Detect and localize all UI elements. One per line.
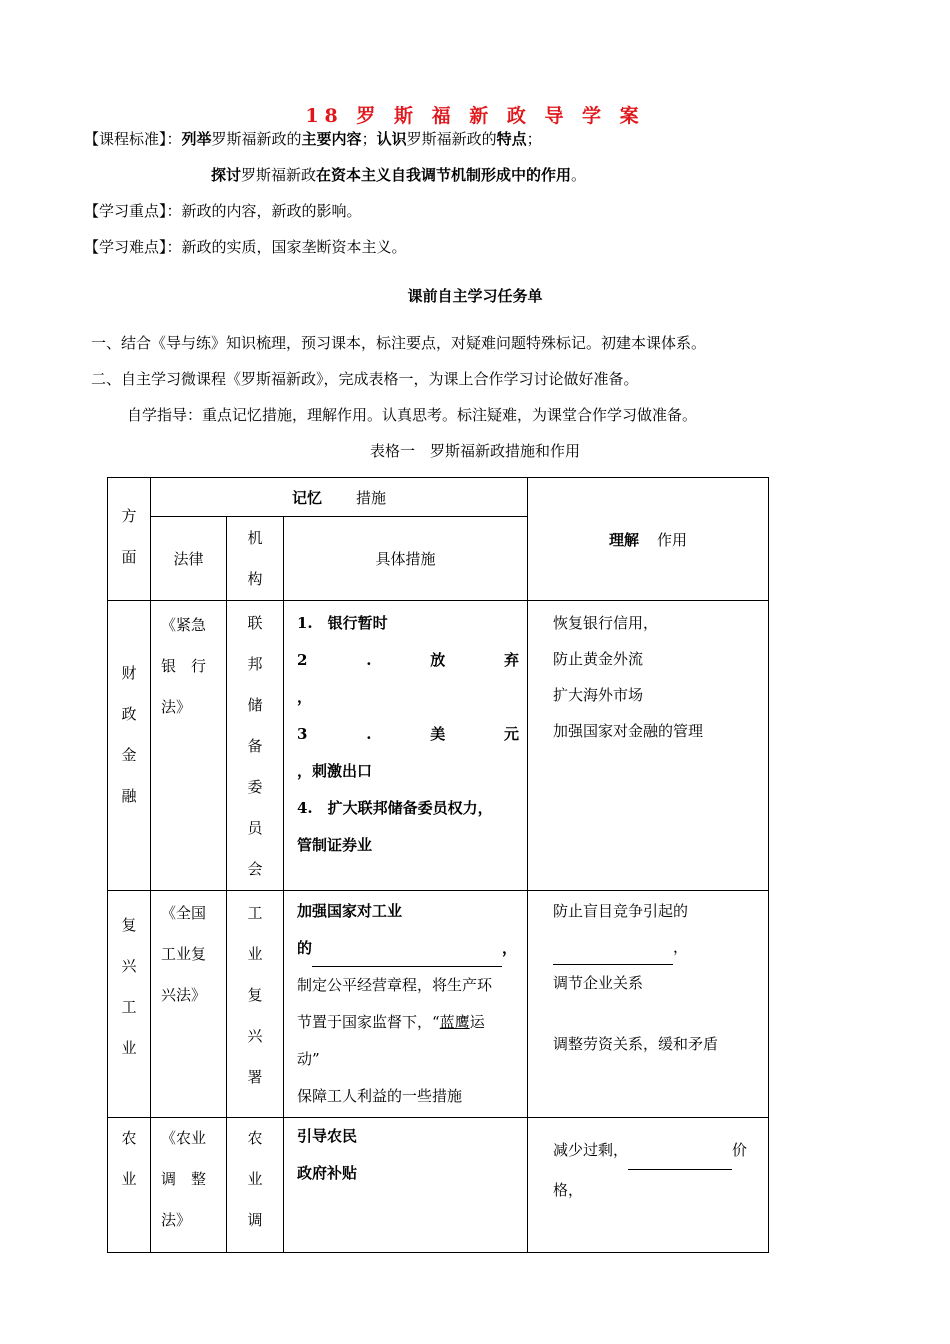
- effect-seg: 减少过剩，: [553, 1141, 629, 1159]
- law-line: [161, 605, 218, 646]
- org-char: 邦: [247, 655, 263, 673]
- detail-seg: 美: [430, 725, 446, 743]
- law-cell: [151, 601, 227, 891]
- effect-line: 调整劳资关系，缓和矛盾: [553, 1035, 719, 1053]
- header-memory: 记忆: [291, 488, 322, 507]
- effect-line: 格，: [553, 1181, 584, 1199]
- aspect-char: 业: [121, 1170, 137, 1188]
- header-effect: 作用: [657, 530, 688, 549]
- org-char: 会: [247, 860, 263, 878]
- study-focus-label: 【学习重点】：: [84, 202, 182, 220]
- effect-seg: 价: [732, 1141, 748, 1159]
- study-focus-text: 新政的内容，新政的影响。: [181, 202, 362, 220]
- aspect-char: 工: [121, 998, 137, 1016]
- header-understand: 理解: [608, 530, 639, 549]
- header-detail: 具体措施: [284, 517, 528, 601]
- study-difficulty-label: 【学习难点】：: [84, 238, 182, 256]
- effect-line: 防止黄金外流: [553, 650, 644, 668]
- course-standard-label: 【课程标准】：: [84, 130, 182, 148]
- detail-line: ，刺激出口: [297, 762, 373, 780]
- org-char: 委: [247, 778, 263, 796]
- detail-seg: .: [366, 651, 372, 669]
- fill-blank[interactable]: [553, 948, 673, 965]
- org-char: 备: [247, 737, 263, 755]
- law-line: [161, 646, 218, 687]
- effect-line: 防止盲目竞争引起的: [553, 902, 689, 920]
- course-standard-line2: [211, 164, 586, 185]
- table-row: [108, 1118, 769, 1253]
- text-bold: 认识: [376, 130, 407, 148]
- measures-table: [107, 477, 769, 1253]
- text-bold: 探讨: [211, 166, 242, 184]
- org-char: 业: [247, 1170, 263, 1188]
- org-char: 业: [247, 945, 263, 963]
- detail-seg: ，: [502, 939, 518, 957]
- header-law: 法律: [151, 517, 227, 601]
- effect-cell: [528, 891, 769, 1118]
- org-char: 员: [247, 819, 263, 837]
- law-text: 调 整: [161, 1170, 207, 1188]
- aspect-char: 复: [121, 916, 137, 934]
- detail-line: 1. 银行暂时: [297, 614, 388, 632]
- text-bold: 主要内容: [301, 130, 362, 148]
- detail-cell: [284, 601, 528, 891]
- detail-seg: .: [366, 725, 372, 743]
- effect-line: 加强国家对金融的管理: [553, 722, 704, 740]
- task-item-1: 一、结合《导与练》知识梳理，预习课本，标注要点，对疑难问题特殊标记。初建本课体系。: [91, 334, 707, 352]
- org-char: 复: [247, 986, 263, 1004]
- header-understand-effect: [528, 478, 769, 601]
- aspect-cell: [108, 601, 151, 891]
- detail-line: [297, 716, 519, 753]
- org-cell: [227, 1118, 284, 1253]
- effect-seg: ，: [673, 938, 689, 956]
- detail-line: [297, 930, 519, 967]
- text: ；: [361, 130, 377, 148]
- text-bold: 特点: [496, 130, 527, 148]
- header-aspect-char: 面: [121, 548, 137, 566]
- text: 罗斯福新政的: [211, 130, 302, 148]
- header-org-char: 机: [247, 529, 263, 547]
- effect-cell: [528, 1118, 769, 1253]
- task-item-2: 二、自主学习微课程《罗斯福新政》，完成表格一，为课上合作学习讨论做好准备。: [91, 370, 639, 388]
- detail-seg: 运: [469, 1013, 485, 1031]
- law-line: 《全国: [161, 904, 207, 922]
- law-cell: [151, 1118, 227, 1253]
- detail-line: 保障工人利益的一些措施: [297, 1087, 463, 1105]
- header-memory-measures: [151, 478, 528, 517]
- law-line: 工业复: [161, 945, 207, 963]
- aspect-cell: [108, 1118, 151, 1253]
- detail-seg: 弃: [503, 651, 519, 669]
- study-focus: [84, 200, 362, 221]
- aspect-char: 农: [121, 1129, 137, 1147]
- header-aspect-char: 方: [121, 507, 137, 525]
- detail-seg: 放: [430, 651, 446, 669]
- detail-seg: 2: [297, 651, 308, 669]
- detail-line: 制定公平经营章程，将生产环: [297, 976, 493, 994]
- effect-cell: [528, 601, 769, 891]
- org-char: 工: [247, 904, 263, 922]
- detail-line: 政府补贴: [297, 1164, 358, 1182]
- header-aspect: [108, 478, 151, 601]
- fill-blank[interactable]: [312, 950, 502, 967]
- detail-seg: 节置于国家监督下，“: [297, 1013, 440, 1031]
- detail-line: 管制证券业: [297, 836, 373, 854]
- detail-seg: 3: [297, 725, 308, 743]
- detail-line: 引导农民: [297, 1127, 358, 1145]
- law-cell: [151, 891, 227, 1118]
- detail-line: ，: [297, 688, 313, 706]
- table-row: [108, 601, 769, 891]
- course-standard-line1: [84, 128, 542, 149]
- law-line: [161, 1159, 218, 1200]
- detail-line: [297, 642, 519, 679]
- aspect-char: 业: [121, 1039, 137, 1057]
- org-char: 署: [247, 1068, 263, 1086]
- detail-cell: [284, 1118, 528, 1253]
- text-bold: 在资本主义自我调节机制形成中的作用: [316, 166, 572, 184]
- detail-line: 加强国家对工业: [297, 902, 403, 920]
- law-text: 银 行: [161, 657, 207, 675]
- detail-line: 动”: [297, 1050, 320, 1068]
- org-char: 调: [247, 1211, 263, 1229]
- effect-line: 调节企业关系: [553, 974, 644, 992]
- header-org: [227, 517, 284, 601]
- page-title: 18 罗 斯 福 新 政 导 学 案: [305, 105, 645, 127]
- effect-line: [553, 929, 760, 965]
- org-char: 农: [247, 1129, 263, 1147]
- text: 罗斯福新政的: [406, 130, 497, 148]
- law-line: 兴法》: [161, 986, 207, 1004]
- law-text: 《紧急: [161, 616, 207, 634]
- detail-line: 4. 扩大联邦储备委员权力，: [297, 799, 493, 817]
- detail-line: [297, 1004, 519, 1041]
- aspect-char: 政: [121, 705, 137, 723]
- header-measures: 措施: [356, 488, 387, 507]
- org-char: 兴: [247, 1027, 263, 1045]
- org-cell: [227, 891, 284, 1118]
- effect-line: 恢复银行信用，: [553, 614, 659, 632]
- aspect-char: 金: [121, 746, 137, 764]
- detail-seg: 元: [503, 725, 519, 743]
- aspect-cell: [108, 891, 151, 1118]
- task-title: 课前自主学习任务单: [407, 287, 543, 305]
- text: 罗斯福新政: [241, 166, 317, 184]
- header-org-char: 构: [247, 570, 263, 588]
- effect-line: 扩大海外市场: [553, 686, 644, 704]
- table-caption: 表格一 罗斯福新政措施和作用: [369, 442, 580, 460]
- text: ；: [526, 130, 542, 148]
- text-bold: 列举: [181, 130, 212, 148]
- detail-seg: 蓝鹰: [439, 1013, 470, 1031]
- law-line: 《农业: [161, 1129, 207, 1147]
- detail-seg: 的: [297, 939, 313, 957]
- effect-line: [553, 1130, 760, 1170]
- org-char: 联: [247, 614, 263, 632]
- org-char: 储: [247, 696, 263, 714]
- study-difficulty-text: 新政的实质，国家垄断资本主义。: [181, 238, 407, 256]
- aspect-char: 财: [121, 664, 137, 682]
- text: 。: [571, 166, 587, 184]
- law-line: 法》: [161, 698, 192, 716]
- table-row: [108, 891, 769, 1118]
- fill-blank[interactable]: [628, 1153, 732, 1170]
- study-guide: 自学指导：重点记忆措施，理解作用。认真思考。标注疑难，为课堂合作学习做准备。: [127, 406, 698, 424]
- aspect-char: 兴: [121, 957, 137, 975]
- law-line: 法》: [161, 1211, 192, 1229]
- detail-cell: [284, 891, 528, 1118]
- aspect-char: 融: [121, 787, 137, 805]
- study-difficulty: [84, 236, 407, 257]
- org-cell: [227, 601, 284, 891]
